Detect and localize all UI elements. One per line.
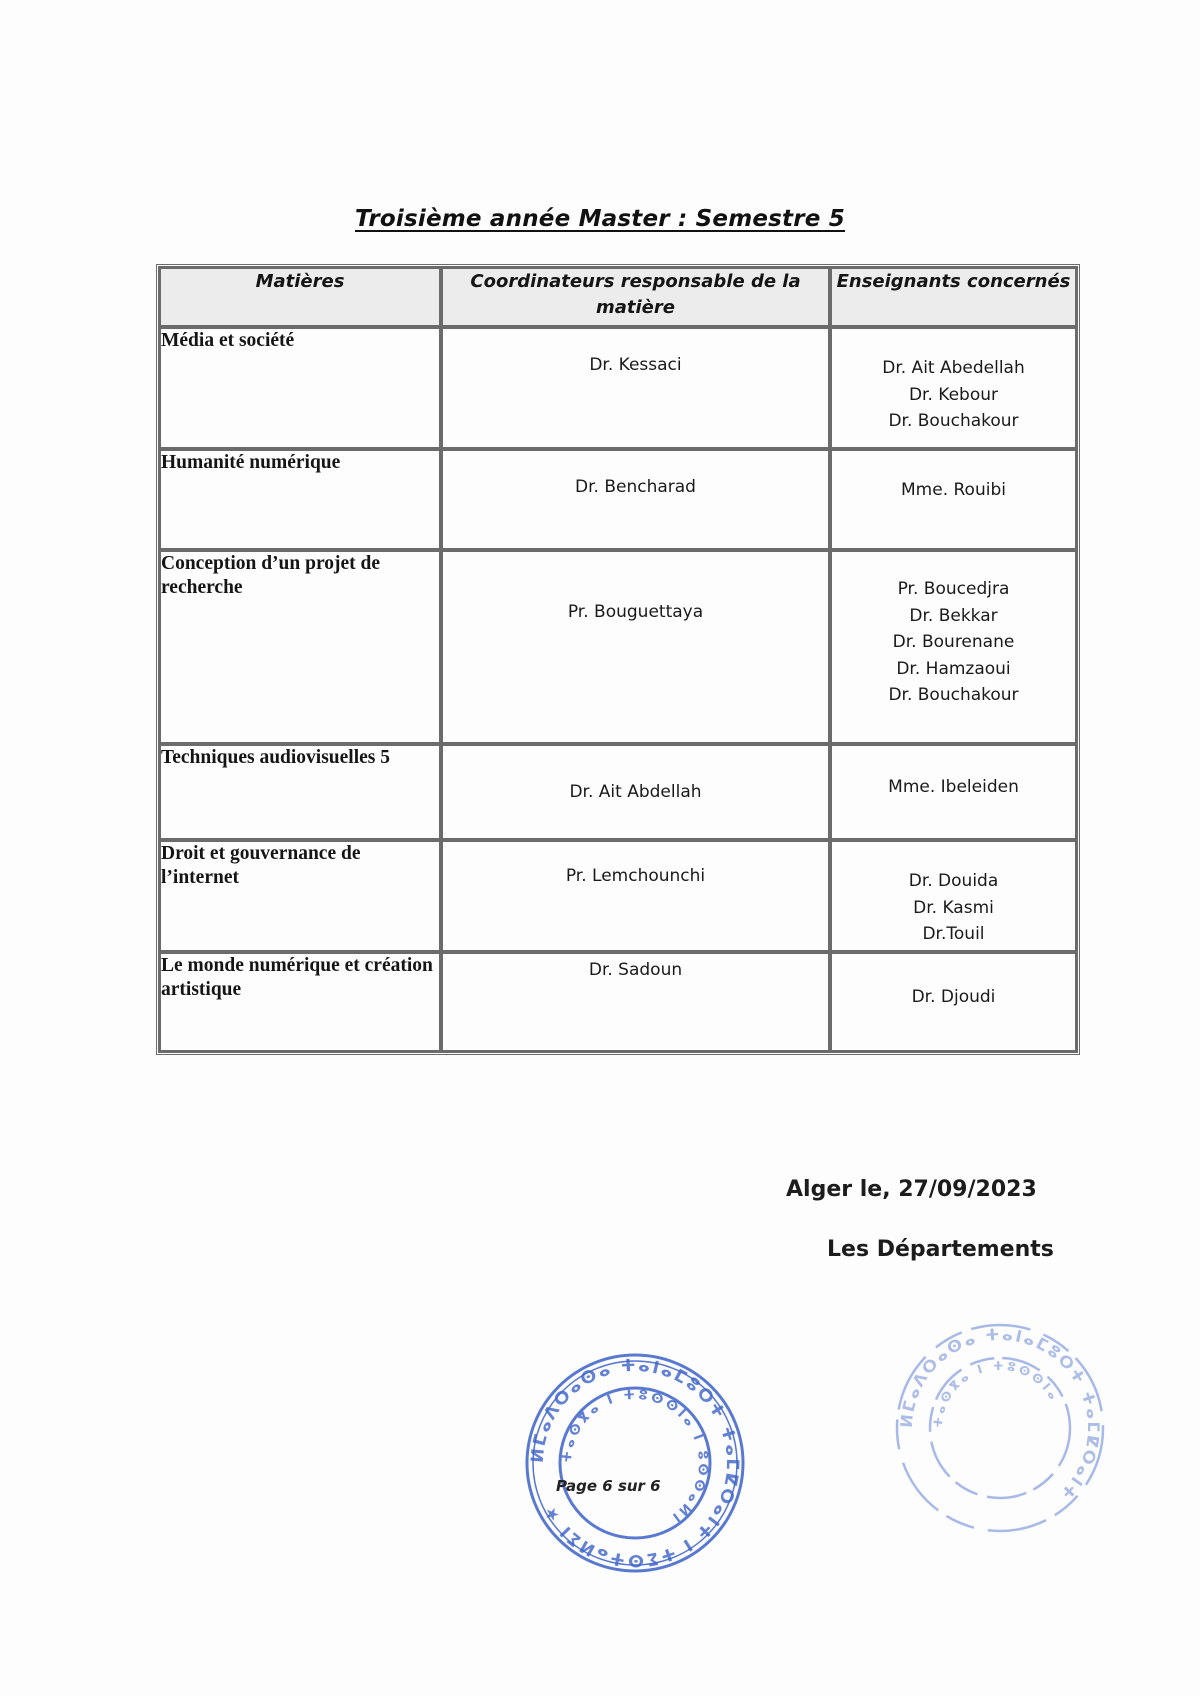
subject-cell: Le monde numérique et création artistique xyxy=(159,952,441,1052)
teachers-cell xyxy=(830,744,1077,840)
header-subjects: Matières xyxy=(159,267,441,327)
place-and-date: Alger le, 27/09/2023 xyxy=(786,1177,1037,1202)
coordinator-cell: Dr. Sadoun xyxy=(441,952,830,1052)
svg-text:ⵜⴰⵙⴳⴰ ⵏ ⵜⵓⵙⵙⵏⴰ: ⵜⴰⵙⴳⴰ ⵏ ⵜⵓⵙⵙⵏⴰ xyxy=(930,1358,1063,1429)
teacher-name: Pr. Boucedjra xyxy=(897,579,1010,599)
teacher-name: Dr. Douida xyxy=(908,871,999,891)
table-row xyxy=(159,327,1077,449)
teacher-name: Mme. Ibeleiden xyxy=(888,777,1019,797)
table-row xyxy=(159,550,1077,744)
teacher-name: Dr. Kasmi xyxy=(913,897,994,918)
svg-text:ⵜⴰⵙⴳⴰ ⵏ ⵜⵓⵙⵙⵏⴰ ⵏ ⵓⵙⵙⴰⵍⵏ: ⵜⴰⵙⴳⴰ ⵏ ⵜⵓⵙⵙⵏⴰ ⵏ ⵓⵙⵙⴰⵍⵏ xyxy=(559,1387,711,1526)
document-title: Troisième année Master : Semestre 5 xyxy=(354,206,846,232)
signatory: Les Départements xyxy=(827,1237,1054,1262)
svg-text:ⵍⵎⴰⴷⵔⴰⵙⴰ ⵜⴰⵏⴰⵎⵓⵔⵜ ⵜⴰⵎⵇⵔⴰⵏⵜ ⵏ ⵜ: ⵍⵎⴰⴷⵔⴰⵙⴰ ⵜⴰⵏⴰⵎⵓⵔⵜ ⵜⴰⵎⵇⵔⴰⵏⵜ ⵏ ⵜⵉⵙⵜⴰⵍⵉⵏ ★ xyxy=(527,1355,743,1571)
teacher-name: Mme. Rouibi xyxy=(901,480,1006,500)
coordinator-cell: Pr. Bouguettaya xyxy=(441,550,830,744)
teachers-cell xyxy=(830,952,1077,1052)
department-stamp-secondary xyxy=(890,1318,1110,1538)
teachers-cell xyxy=(830,327,1077,449)
teachers-cell xyxy=(830,550,1077,744)
teachers-cell xyxy=(830,449,1077,550)
table-header-row xyxy=(159,267,1077,327)
teacher-name: Dr. Bouchakour xyxy=(888,685,1019,705)
teacher-name: Dr.Touil xyxy=(922,924,985,944)
teacher-name: Dr. Djoudi xyxy=(911,987,996,1007)
subject-cell: Conception d’un projet de recherche xyxy=(159,550,441,744)
subjects-table xyxy=(156,264,1080,1055)
coordinator-cell: Dr. Ait Abdellah xyxy=(441,744,830,840)
header-teachers: Enseignants concernés xyxy=(830,267,1077,327)
teacher-name: Dr. Bourenane xyxy=(892,632,1015,652)
teacher-name: Dr. Hamzaoui xyxy=(896,658,1011,679)
coordinator-cell: Pr. Lemchounchi xyxy=(441,840,830,952)
coordinator-cell: Dr. Bencharad xyxy=(441,449,830,550)
table-row xyxy=(159,952,1077,1052)
subject-cell: Média et société xyxy=(159,327,441,449)
svg-text:ⵍⵎⴰⴷⵔⴰⵙⴰ ⵜⴰⵏⴰⵎⵓⵔⵜ ⵜⴰⵎⵇⵔⴰⵏⵜ: ⵍⵎⴰⴷⵔⴰⵙⴰ ⵜⴰⵏⴰⵎⵓⵔⵜ ⵜⴰⵎⵇⵔⴰⵏⵜ xyxy=(896,1324,1104,1505)
page-number: Page 6 sur 6 xyxy=(556,1477,661,1495)
subject-cell: Humanité numérique xyxy=(159,449,441,550)
table-row xyxy=(159,744,1077,840)
teacher-name: Dr. Ait Abedellah xyxy=(882,358,1025,378)
teachers-cell xyxy=(830,840,1077,952)
department-stamp-primary xyxy=(520,1348,750,1578)
teacher-name: Dr. Bouchakour xyxy=(888,411,1019,431)
teacher-name: Dr. Kebour xyxy=(908,384,999,405)
teacher-name: Dr. Bekkar xyxy=(909,605,998,626)
coordinator-cell: Dr. Kessaci xyxy=(441,327,830,449)
header-coordinators: Coordinateurs responsable de la matière xyxy=(441,267,830,327)
table-row xyxy=(159,449,1077,550)
subject-cell: Techniques audiovisuelles 5 xyxy=(159,744,441,840)
table-row xyxy=(159,840,1077,952)
subject-cell: Droit et gouvernance de l’internet xyxy=(159,840,441,952)
